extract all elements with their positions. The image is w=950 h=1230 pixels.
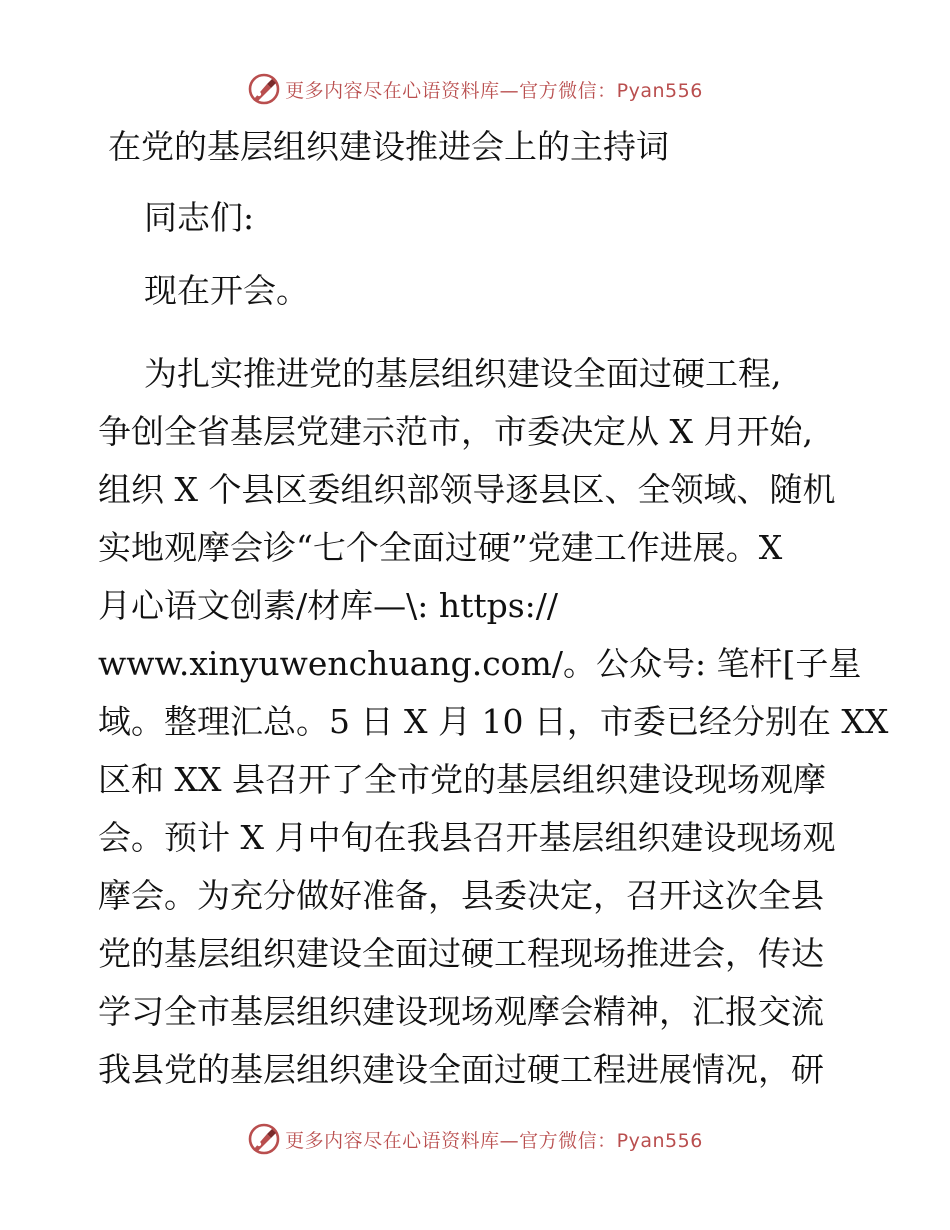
body-paragraph bbox=[98, 345, 889, 1099]
greeting: 同志们: bbox=[144, 198, 255, 237]
body-line: 域。整理汇总。5 日 X 月 10 日，市委已经分别在 XX bbox=[98, 702, 889, 741]
footer-watermark bbox=[0, 1122, 950, 1156]
pen-logo-icon bbox=[247, 1122, 281, 1156]
body-line: 党的基层组织建设全面过硬工程现场推进会，传达 bbox=[98, 934, 824, 973]
body-line: 摩会。为充分做好准备，县委决定，召开这次全县 bbox=[98, 876, 824, 915]
document-title: 在党的基层组织建设推进会上的主持词 bbox=[108, 127, 669, 166]
body-line: 组织 X 个县区委组织部领导逐县区、全领域、随机 bbox=[98, 470, 836, 509]
body-line: 争创全省基层党建示范市，市委决定从 X 月开始, bbox=[98, 412, 813, 451]
body-line: 月心语文创素/材库—\: https:// bbox=[98, 586, 559, 625]
body-line: 学习全市基层组织建设现场观摩会精神，汇报交流 bbox=[98, 992, 824, 1031]
body-line: 我县党的基层组织建设全面过硬工程进展情况，研 bbox=[98, 1050, 824, 1089]
watermark-text: 更多内容尽在心语资料库—官方微信：Pyan556 bbox=[285, 79, 703, 102]
watermark-text: 更多内容尽在心语资料库—官方微信：Pyan556 bbox=[285, 1129, 703, 1152]
pen-logo-icon bbox=[247, 72, 281, 106]
opening-line: 现在开会。 bbox=[144, 271, 309, 310]
header-watermark bbox=[0, 72, 950, 106]
body-line: 会。预计 X 月中旬在我县召开基层组织建设现场观 bbox=[98, 818, 836, 857]
body-line: 区和 XX 县召开了全市党的基层组织建设现场观摩 bbox=[98, 760, 826, 799]
body-line: www.xinyuwenchuang.com/。公众号: 笔杆[子星 bbox=[98, 644, 862, 683]
body-line: 实地观摩会诊“七个全面过硬”党建工作进展。X bbox=[98, 528, 783, 567]
body-line: 为扎实推进党的基层组织建设全面过硬工程, bbox=[144, 354, 782, 393]
